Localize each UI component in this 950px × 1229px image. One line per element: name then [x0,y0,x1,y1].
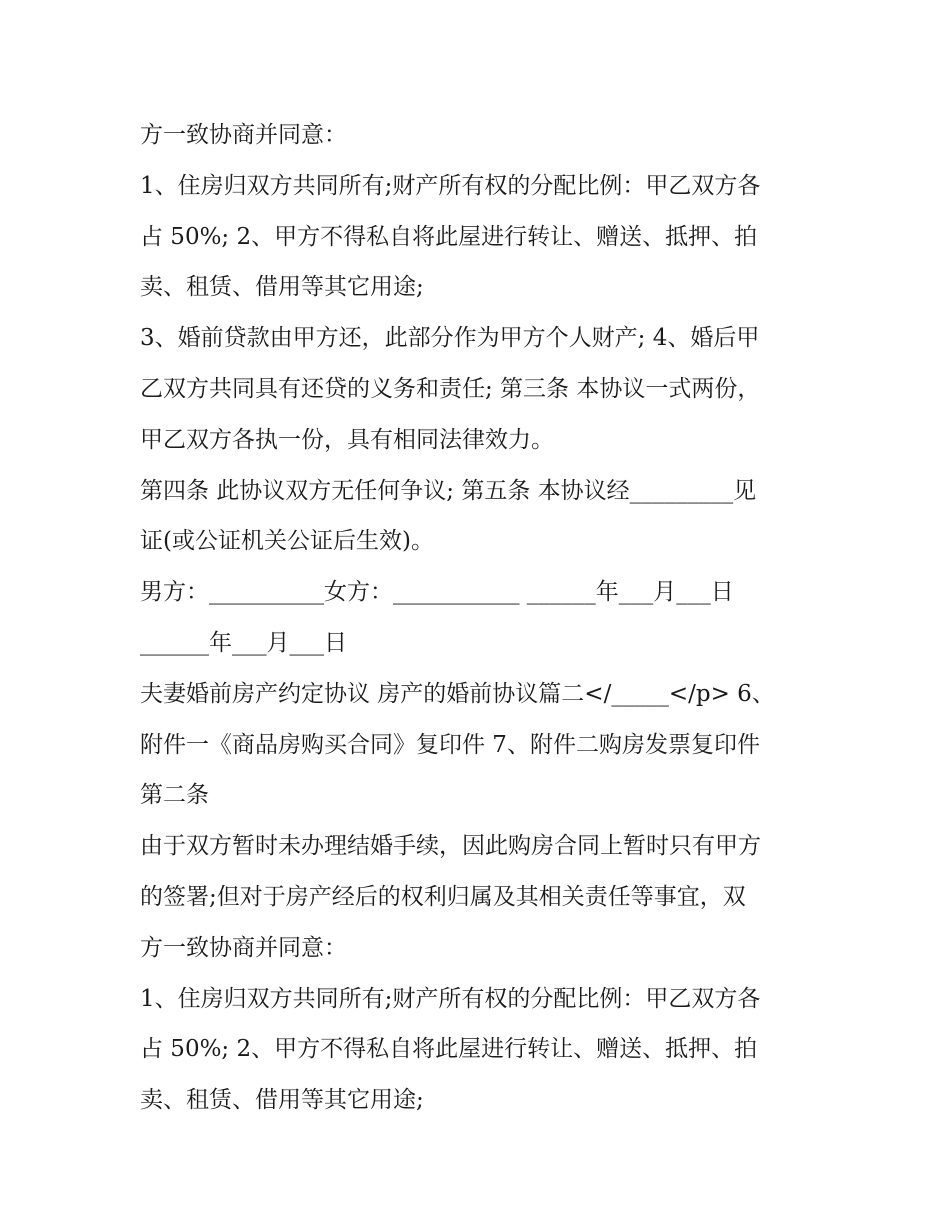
text-line: 由于双方暂时未办理结婚手续，因此购房合同上暂时只有甲方 [140,833,761,860]
signature-line: 男方：__________女方：___________ ______年___月___日 [140,579,734,606]
text-line: 乙双方共同具有还贷的义务和责任; 第三条 本协议一式两份， [140,375,761,402]
section-heading-line: 夫妻婚前房产约定协议 房产的婚前协议篇二</_____</p> 6、 [140,680,775,707]
text-line: 占 50%; 2、甲方不得私自将此屋进行转让、赠送、抵押、拍 [140,1036,758,1063]
text-line: 占 50%; 2、甲方不得私自将此屋进行转让、赠送、抵押、拍 [140,223,758,250]
clause-heading: 第二条 [140,782,209,809]
text-line: 的签署;但对于房产经后的权利归属及其相关责任等事宜，双 [140,883,746,910]
text-line: 证(或公证机关公证后生效)。 [140,528,434,555]
text-line: 1、住房归双方共同所有;财产所有权的分配比例：甲乙双方各 [140,985,761,1012]
text-line: 方一致协商并同意： [140,122,347,148]
text-line: 甲乙双方各执一份，具有相同法律效力。 [140,426,554,453]
date-line: ______年___月___日 [140,629,347,656]
text-line: 卖、租赁、借用等其它用途; [140,1087,424,1114]
text-line: 附件一《商品房购买合同》复印件 7、附件二购房发票复印件 [140,731,760,758]
text-line: 卖、租赁、借用等其它用途; [140,274,424,301]
text-line: 1、住房归双方共同所有;财产所有权的分配比例：甲乙双方各 [140,172,761,199]
text-line: 3、婚前贷款由甲方还，此部分作为甲方个人财产; 4、婚后甲 [140,325,760,352]
text-line: 方一致协商并同意： [140,934,347,961]
text-line: 第四条 此协议双方无任何争议; 第五条 本协议经_________见 [140,477,757,504]
document-page [140,110,820,1126]
